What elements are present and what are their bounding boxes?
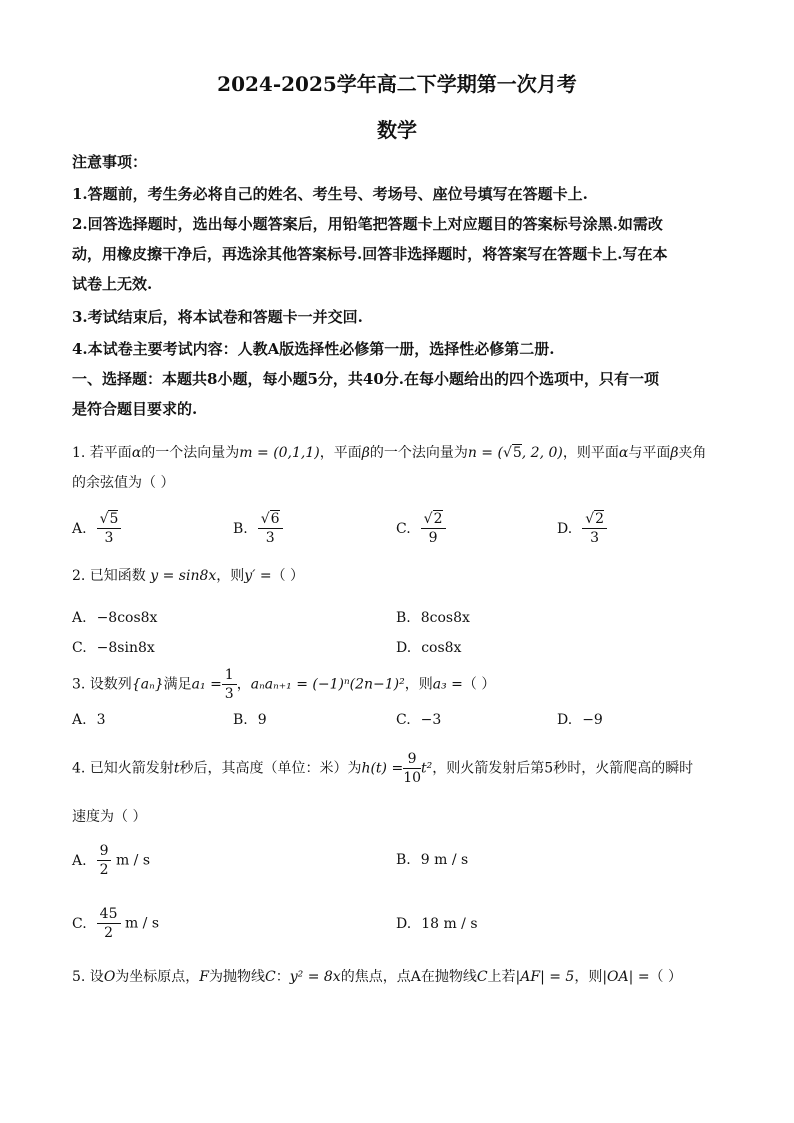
beta-symbol: β <box>670 445 679 461</box>
option-label: D. <box>396 916 412 932</box>
q5-af: |AF| = 5 <box>515 969 575 985</box>
q5-oa: |OA| = <box>602 969 650 985</box>
q4-h: h(t) = <box>361 760 404 777</box>
q5-o: O <box>103 969 116 985</box>
q1-option-a[interactable]: A. $\frac{√5}{3}$ <box>72 510 121 547</box>
note-item: 试卷上无效. <box>72 275 153 293</box>
q1-option-c[interactable]: C. $\frac{√2}{9}$ <box>396 510 446 547</box>
note-item: 3.考试结束后，将本试卷和答题卡一并交回. <box>72 308 363 326</box>
option-label: A. <box>72 520 87 537</box>
note-item: 动，用橡皮擦干净后，再选涂其他答案标号.回答非选择题时，将答案写在答题卡上.写在本 <box>72 245 668 263</box>
question-3 <box>72 666 495 703</box>
q3-text: 3. 设数列 <box>72 676 132 693</box>
option-text: 9 m / s <box>420 852 469 868</box>
alpha-symbol: α <box>131 445 142 461</box>
q1-option-b[interactable]: B. $\frac{√6}{3}$ <box>233 510 283 547</box>
option-text: cos8x <box>421 640 462 656</box>
option-numerator: 45 <box>97 905 121 924</box>
exam-title: 2024-2025学年高二下学期第一次月考 <box>217 72 577 96</box>
q3-relation: aₙaₙ₊₁ = (−1)ⁿ(2n−1)² <box>250 676 405 693</box>
q1-text: 的一个法向量为 <box>141 445 240 461</box>
q4-text: ，则火箭发射后第5秒时，火箭爬高的瞬时 <box>432 760 694 777</box>
option-text: 8cos8x <box>420 610 470 626</box>
q3-text: ， <box>236 676 251 693</box>
option-text: 3 <box>96 712 106 728</box>
option-label: D. <box>557 520 573 537</box>
q1-text: 的一个法向量为 <box>369 445 468 461</box>
option-label: B. <box>233 520 248 537</box>
alpha-symbol: α <box>618 445 629 461</box>
q1-text: 与平面 <box>628 445 671 461</box>
section-heading-cont: 是符合题目要求的. <box>72 400 198 418</box>
q3-text: ，则 <box>404 676 433 693</box>
q2-text: 2. 已知函数 <box>72 568 146 584</box>
q2-option-b[interactable] <box>396 610 470 626</box>
vector-n: n = ( <box>467 445 503 461</box>
q4-t-squared: t² <box>421 760 433 777</box>
option-denominator: 3 <box>104 530 114 546</box>
q5-text: 上若 <box>487 969 516 985</box>
q3-a1: a₁ = <box>191 676 222 693</box>
question-4-cont: 速度为（ ） <box>72 809 147 825</box>
option-numerator: 2 <box>433 511 443 527</box>
q5-text: 为抛物线 <box>209 969 266 985</box>
q1-option-d[interactable]: D. $\frac{√2}{3}$ <box>557 510 607 547</box>
q4-h-denominator: 10 <box>403 770 422 786</box>
note-item: 4.本试卷主要考试内容：人教A版选择性必修第一册，选择性必修第二册. <box>72 340 555 358</box>
q3-option-a[interactable] <box>72 712 105 728</box>
q5-text: 的焦点，点A在抛物线 <box>340 969 477 985</box>
option-denominator: 3 <box>265 530 275 546</box>
q1-text: ，平面 <box>319 445 362 461</box>
q3-text: 满足 <box>163 676 192 693</box>
option-numerator: 6 <box>270 511 280 527</box>
option-text: −8cos8x <box>96 610 158 626</box>
q4-text: 4. 已知火箭发射 <box>72 760 174 777</box>
q2-derivative: y′ = <box>244 568 272 584</box>
option-label: B. <box>396 610 411 626</box>
q4-h-numerator: 9 <box>403 750 421 769</box>
q3-option-b[interactable] <box>233 712 267 728</box>
option-numerator: 9 <box>97 842 112 861</box>
q5-text: ，则 <box>574 969 603 985</box>
option-label: A. <box>72 852 87 869</box>
section-heading: 一、选择题：本题共8小题，每小题5分，共40分.在每小题给出的四个选项中，只有一项 <box>72 370 659 388</box>
option-label: D. <box>396 640 412 656</box>
q3-option-d[interactable] <box>557 712 603 728</box>
q5-c: C <box>476 969 488 985</box>
option-numerator: 2 <box>595 511 605 527</box>
question-2 <box>72 567 304 585</box>
q4-text: 秒后，其高度（单位：米）为 <box>179 760 362 777</box>
option-unit: m / s <box>124 915 160 932</box>
option-label: C. <box>72 640 87 656</box>
q4-option-c[interactable] <box>72 905 159 942</box>
q1-text: 夹角 <box>678 445 707 461</box>
q4-option-b[interactable] <box>396 852 468 868</box>
q5-text: ： <box>275 969 290 985</box>
option-denominator: 2 <box>99 862 109 878</box>
q3-sequence: {aₙ} <box>131 676 164 693</box>
q5-text: 为坐标原点， <box>115 969 200 985</box>
option-denominator: 3 <box>590 530 600 546</box>
option-label: A. <box>72 610 87 626</box>
option-denominator: 9 <box>428 530 438 546</box>
question-4 <box>72 750 693 787</box>
note-item: 1.答题前，考生务必将自己的姓名、考生号、考场号、座位号填写在答题卡上. <box>72 185 588 203</box>
notes-heading: 注意事项： <box>72 153 148 171</box>
option-label: C. <box>72 915 87 932</box>
question-1-cont: 的余弦值为（ ） <box>72 475 175 491</box>
q5-equation: y² = 8x <box>289 969 341 985</box>
q3-a3: a₃ = <box>432 676 463 693</box>
exam-subject: 数学 <box>377 118 417 142</box>
q2-option-a[interactable] <box>72 610 157 626</box>
beta-symbol: β <box>361 445 370 461</box>
q5-f: F <box>199 969 210 985</box>
option-numerator: 5 <box>109 511 119 527</box>
q3-text: （ ） <box>462 676 496 693</box>
q4-option-d[interactable] <box>396 916 478 932</box>
option-label: C. <box>396 520 411 537</box>
q3-a1-numerator: 1 <box>222 666 237 685</box>
option-text: 18 m / s <box>421 916 478 932</box>
q1-text: 1. 若平面 <box>72 445 132 461</box>
question-5 <box>72 968 682 986</box>
q5-text: 5. 设 <box>72 969 104 985</box>
q2-text: ，则 <box>216 568 245 584</box>
option-denominator: 2 <box>104 925 114 941</box>
q5-text: （ ） <box>649 969 682 985</box>
q4-option-a[interactable] <box>72 842 150 879</box>
option-label: B. <box>396 852 411 868</box>
option-label: D. <box>557 712 573 728</box>
q2-option-c[interactable] <box>72 640 155 656</box>
note-item: 2.回答选择题时，选出每小题答案后，用铅笔把答题卡上对应题目的答案标号涂黑.如需改 <box>72 215 663 233</box>
option-text: −3 <box>420 712 442 728</box>
q4-t: t <box>173 760 180 777</box>
vector-n-tail: , 2, 0) <box>521 445 563 461</box>
option-text: −9 <box>582 712 603 728</box>
sqrt-value: 5 <box>512 445 522 461</box>
q2-text: （ ） <box>271 568 305 584</box>
q3-a1-denominator: 3 <box>224 686 234 702</box>
option-label: C. <box>396 712 411 728</box>
q5-c: C <box>265 969 276 985</box>
option-unit: m / s <box>115 852 151 869</box>
option-label: B. <box>233 712 248 728</box>
q1-text: ，则平面 <box>562 445 619 461</box>
option-text: −8sin8x <box>96 640 155 656</box>
q2-option-d[interactable] <box>396 640 461 656</box>
question-1: 1. 若平面α的一个法向量为m = (0,1,1)，平面β的一个法向量为n = (√5, 2, 0)，则平面α与平面β夹角 <box>72 445 707 461</box>
option-label: A. <box>72 712 87 728</box>
q2-function: y = sin8x <box>150 568 217 584</box>
vector-m: m = (0,1,1) <box>239 445 320 461</box>
q3-option-c[interactable] <box>396 712 441 728</box>
option-text: 9 <box>257 712 267 728</box>
